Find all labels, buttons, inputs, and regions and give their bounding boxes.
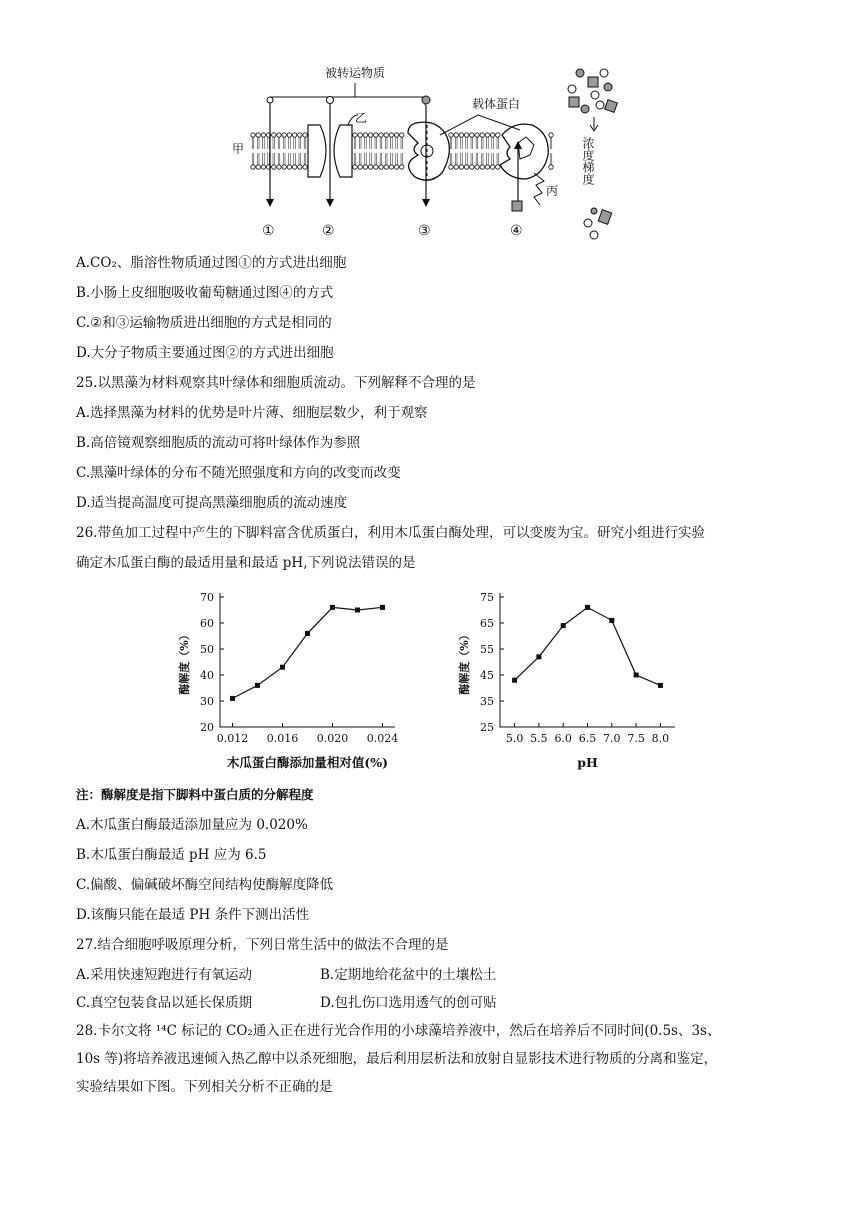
q26-option-c: C.偏酸、偏碱破坏酶空间结构使酶解度降低 — [76, 877, 334, 893]
c2-x-tick-label: 7.0 — [603, 732, 621, 745]
c1-data-point — [380, 605, 385, 610]
c2-data-point — [512, 678, 517, 683]
c2-data-point — [585, 605, 590, 610]
enzyme-amount-chart — [170, 585, 410, 780]
q27-option-c: C.真空包装食品以延长保质期 — [76, 995, 253, 1011]
c1-y-tick-label: 20 — [200, 721, 214, 734]
q27-row1 — [76, 966, 252, 984]
c1-data-point — [280, 665, 285, 670]
c1-x-tick-label: 0.012 — [216, 732, 249, 745]
q26-stem-line2: 确定木瓜蛋白酶的最适用量和最适 pH,下列说法错误的是 — [76, 555, 416, 571]
q27-option-a: A.采用快速短跑进行有氧运动 — [76, 967, 253, 983]
c1-x-tick-label: 0.020 — [316, 732, 349, 745]
q28-stem-line2: 10s 等)将培养液迅速倾入热乙醇中以杀死细胞，最后利用层析法和放射自显影技术进行物质的分离和鉴定， — [76, 1051, 718, 1067]
q26-stem-line1: 26.带鱼加工过程中产生的下脚料富含优质蛋白，利用木瓜蛋白酶处理，可以变废为宝。研究小组进行实验 — [76, 525, 705, 541]
label-num-2: ② — [322, 223, 335, 239]
c2-y-tick-label: 45 — [480, 669, 494, 682]
q24-option-b: B.小肠上皮细胞吸收葡萄糖通过图④的方式 — [76, 285, 334, 301]
q25-option-b: B.高倍镜观察细胞质的流动可将叶绿体作为参照 — [76, 435, 361, 451]
c2-y-axis-label: 酶解度（%） — [458, 629, 471, 695]
c1-y-tick-label: 70 — [200, 591, 214, 604]
label-transported-substance: 被转运物质 — [325, 66, 386, 80]
c1-y-tick-label: 30 — [200, 695, 214, 708]
q24-option-d: D.大分子物质主要通过图②的方式进出细胞 — [76, 345, 334, 361]
c2-data-point — [609, 618, 614, 623]
c2-x-tick-label: 6.0 — [554, 732, 572, 745]
c2-x-tick-label: 7.5 — [627, 732, 645, 745]
c2-y-tick-label: 35 — [480, 695, 494, 708]
c1-data-point — [230, 696, 235, 701]
c1-x-tick-label: 0.016 — [266, 732, 299, 745]
c2-x-axis-label: pH — [577, 755, 598, 770]
q25-stem: 25.以黑藻为材料观察其叶绿体和细胞质流动。下列解释不合理的是 — [76, 375, 476, 391]
c2-y-tick-label: 55 — [480, 643, 494, 656]
c2-axes — [500, 593, 675, 727]
q26-option-d: D.该酶只能在最适 PH 条件下测出活性 — [76, 907, 310, 923]
q24-option-c: C.②和③运输物质进出细胞的方式是相同的 — [76, 315, 332, 331]
label-jia: 甲 — [232, 142, 245, 156]
label-num-3: ③ — [418, 223, 431, 239]
q27-stem: 27.结合细胞呼吸原理分析，下列日常生活中的做法不合理的是 — [76, 937, 449, 953]
q25-option-d: D.适当提高温度可提高黑藻细胞质的流动速度 — [76, 495, 348, 511]
c2-data-point — [658, 683, 663, 688]
c1-data-point — [330, 605, 335, 610]
c1-data-point — [305, 631, 310, 636]
c2-data-point — [561, 623, 566, 628]
gradient-molecules-top — [568, 69, 617, 113]
c2-x-tick-label: 6.5 — [578, 732, 597, 745]
gradient-molecules-bottom — [584, 208, 612, 239]
c2-x-tick-label: 5.5 — [530, 732, 548, 745]
c1-y-tick-label: 50 — [200, 643, 214, 656]
c1-axes — [220, 593, 395, 727]
c1-y-tick-label: 40 — [200, 669, 214, 682]
label-yi: 乙 — [355, 111, 368, 125]
q26-note: 注：酶解度是指下脚料中蛋白质的分解程度 — [76, 787, 314, 802]
label-num-4: ④ — [510, 223, 523, 239]
q25-option-c: C.黑藻叶绿体的分布不随光照强度和方向的改变而改变 — [76, 465, 401, 481]
label-bing: 丙 — [546, 184, 559, 198]
c1-y-tick-label: 60 — [200, 617, 214, 630]
c2-x-tick-label: 5.0 — [505, 732, 524, 745]
enzyme-ph-chart — [450, 585, 690, 780]
c2-x-tick-label: 8.0 — [651, 732, 670, 745]
c2-data-point — [634, 673, 639, 678]
label-concentration-gradient: 浓度梯度 — [581, 137, 595, 185]
c1-y-axis-label: 酶解度（%） — [178, 629, 191, 695]
c1-data-point — [255, 683, 260, 688]
q27-option-d: D.包扎伤口选用透气的创可贴 — [320, 995, 497, 1011]
q25-option-a: A.选择黑藻为材料的优势是叶片薄、细胞层数少，利于观察 — [76, 405, 428, 421]
c2-y-tick-label: 25 — [480, 721, 494, 734]
label-num-1: ① — [262, 223, 275, 239]
c1-data-point — [355, 608, 360, 613]
q24-option-a: A.CO₂、脂溶性物质通过图①的方式进出细胞 — [76, 255, 347, 271]
c1-x-axis-label: 木瓜蛋白酶添加量相对值(%) — [226, 755, 389, 770]
q26-option-b: B.木瓜蛋白酶最适 pH 应为 6.5 — [76, 847, 267, 863]
label-carrier-protein: 载体蛋白 — [472, 97, 521, 111]
q28-stem-line3: 实验结果如下图。下列相关分析不正确的是 — [76, 1079, 333, 1095]
q26-option-a: A.木瓜蛋白酶最适添加量应为 0.020% — [76, 817, 308, 833]
q27-option-b: B.定期地给花盆中的土壤松土 — [320, 967, 497, 983]
q28-stem-line1: 28.卡尔文将 ¹⁴C 标记的 CO₂通入正在进行光合作用的小球藻培养液中，然后在培养后不同时间(0.5s、3s、 — [76, 1023, 721, 1039]
c1-x-tick-label: 0.024 — [366, 732, 399, 745]
c2-y-tick-label: 65 — [480, 617, 494, 630]
c2-data-point — [536, 654, 541, 659]
c2-y-tick-label: 75 — [480, 591, 494, 604]
membrane-transport-figure — [220, 55, 640, 245]
